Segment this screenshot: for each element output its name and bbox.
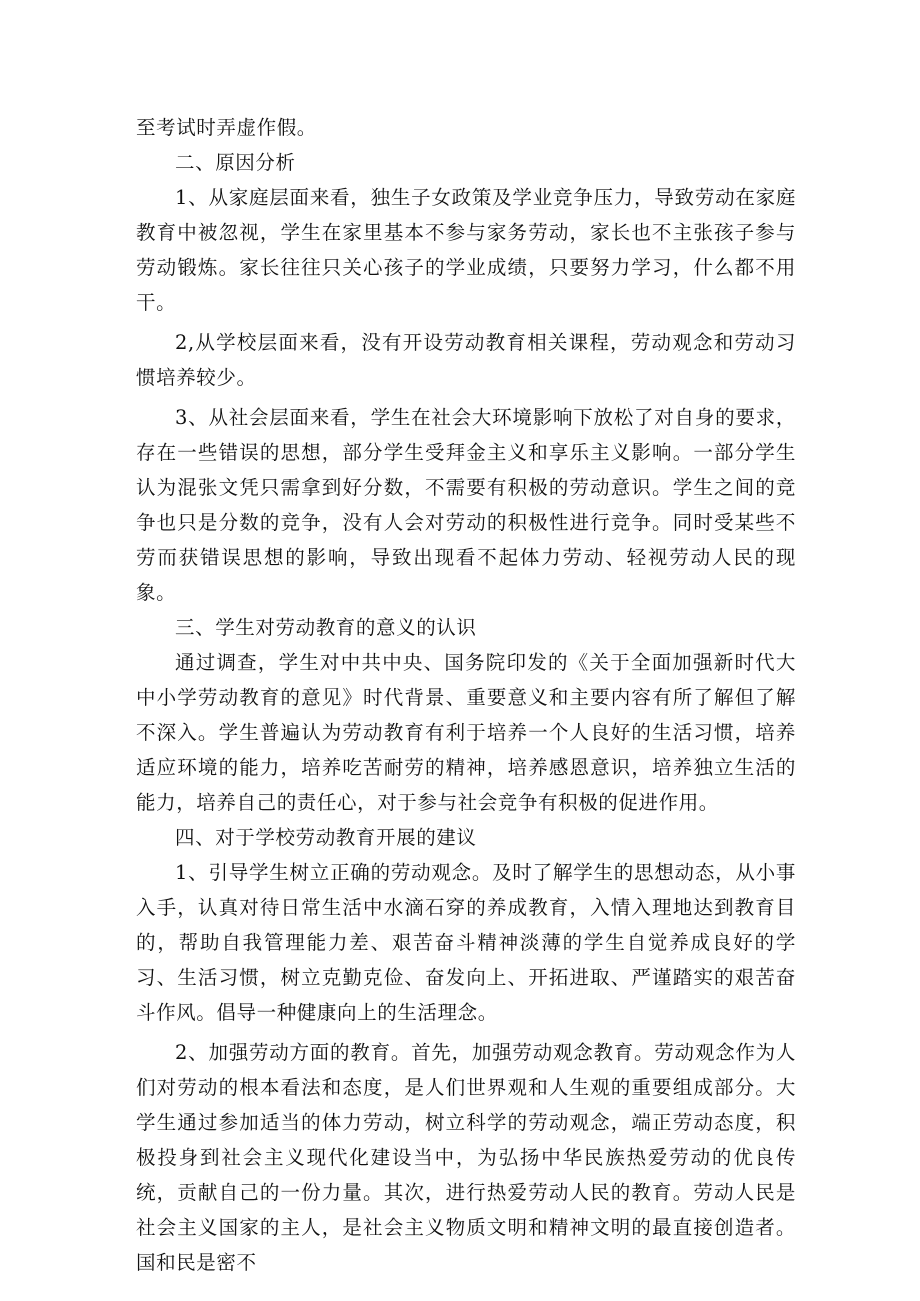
- document-body: [136, 110, 796, 1280]
- paragraph-school-level: 2,从学校层面来看，没有开设劳动教育相关课程，劳动观念和劳动习惯培养较少。: [136, 331, 796, 389]
- heading-student-understanding: 三、学生对劳动教育的意义的认识: [175, 616, 477, 639]
- paragraph-suggestion-2: 2、加强劳动方面的教育。首先，加强劳动观念教育。劳动观念作为人们对劳动的根本看法和态度，是人们世界观和人生观的重要组成部分。大学生通过参加适当的体力劳动，树立科学的劳动观念，端正劳动态度，积极投身到社会主义现代化建设当中，为弘扬中华民族热爱劳动的优良传统，贡献自己的一份力量。其次，进行热爱劳动人民的教育。劳动人民是社会主义国家的主人，是社会主义物质文明和精神文明的最直接创造者。国和民是密不: [136, 1041, 796, 1274]
- paragraph-society-level: 3、从社会层面来看，学生在社会大环境影响下放松了对自身的要求，存在一些错误的思想，部分学生受拜金主义和享乐主义影响。一部分学生认为混张文凭只需拿到好分数，不需要有积极的劳动意识。学生之间的竞争也只是分数的竞争，没有人会对劳动的积极性进行竞争。同时受某些不劳而获错误思想的影响，导致出现看不起体力劳动、轻视劳动人民的现象。: [136, 406, 796, 604]
- heading-cause-analysis: 二、原因分析: [175, 151, 296, 174]
- paragraph-suggestion-1: 1、引导学生树立正确的劳动观念。及时了解学生的思想动态，从小事入手，认真对待日常生活中水滴石穿的养成教育，入情入理地达到教育目的，帮助自我管理能力差、艰苦奋斗精神淡薄的学生自觉养成良好的学习、生活习惯，树立克勤克俭、奋发向上、开拓进取、严谨踏实的艰苦奋斗作风。倡导一种健康向上的生活理念。: [136, 861, 796, 1024]
- paragraph-survey-findings: 通过调查，学生对中共中央、国务院印发的《关于全面加强新时代大中小学劳动教育的意见》时代背景、重要意义和主要内容有所了解但了解不深入。学生普遍认为劳动教育有利于培养一个人良好的生活习惯，培养适应环境的能力，培养吃苦耐劳的精神，培养感恩意识，培养独立生活的能力，培养自己的责任心，对于参与社会竞争有积极的促进作用。: [136, 651, 796, 814]
- heading-suggestions: 四、对于学校劳动教育开展的建议: [175, 826, 477, 849]
- paragraph-continuation: 至考试时弄虚作假。: [136, 116, 317, 139]
- paragraph-family-level: 1、从家庭层面来看，独生子女政策及学业竞争压力，导致劳动在家庭教育中被忽视，学生在家里基本不参与家务劳动，家长也不主张孩子参与劳动锻炼。家长往往只关心孩子的学业成绩，只要努力学习，什么都不用干。: [136, 186, 796, 314]
